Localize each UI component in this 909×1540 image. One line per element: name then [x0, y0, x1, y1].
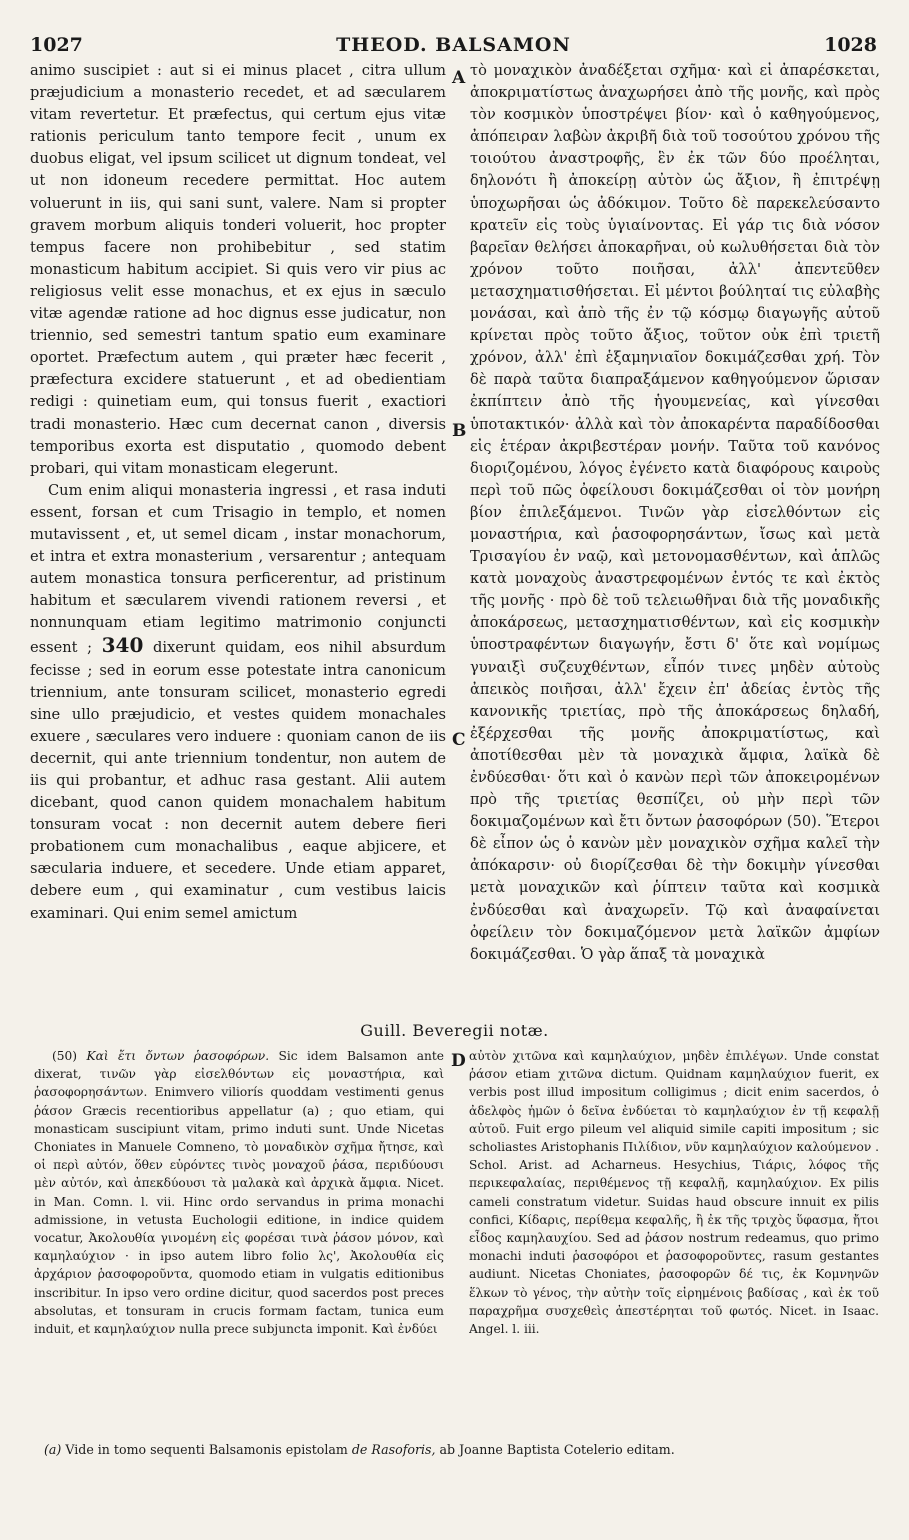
note-50 [34, 1047, 444, 1338]
notes-title: Guill. Beveregii notæ. [360, 1021, 549, 1040]
note-number: (50) [52, 1049, 78, 1063]
footnote-text-post: ab Joanne Baptista Cotelerio editam. [439, 1442, 675, 1457]
right-page-number: 1028 [824, 34, 877, 56]
section-marker-d: D [451, 1051, 466, 1071]
latin-paragraph-2-start: Cum enim aliqui monasteria ingressi , et rasa induti essent, forsan et cum Trisagio in templo, et nomen mutavissent , et, ut semel dicam , instar monachorum, et intra et extra monasterium , versarentur ; antequam autem monastica tonsura perficerentur, ad pristinum habitum et sæcularem vivendi rationem reversi , et nonnunquam etiam legitimo matrimonio conjuncti essent ; [30, 481, 446, 657]
footnote-italic: de Rasoforis, [351, 1442, 436, 1457]
footnote-label: (a) [44, 1442, 62, 1457]
latin-column [30, 60, 446, 1022]
latin-paragraph-1: animo suscipiet : aut si ei minus placet , citra ullum præjudicium a monasterio recedet, et ad sæcularem vitam revertetur. Et præfectus, qui certum ejus vitæ rationis periculum tanto tempore fecit , unum ex duobus eligat, vel ipsum scilicet ut dignum tondeat, vel ut non idoneum recedere permittat. Hoc autem voluerunt in iis, qui sani sunt, valere. Nam si propter gravem morbum aliquis tonderi voluerit, hoc propter tempus facere non prohibebitur , sed statim monasticum habitum accipiet. Si quis vero vir pius ac religiosus velit esse monachus, et ex ejus in sæculo vitæ agendæ ratione ad hoc dignus esse judicatur, non triennio, sed semestri tantum spatio eum examinare oportet. Præfectum autem , qui præter hæc fecerit , præfectura excidere statuerunt , et ad obedientiam redigi : quinetiam eum, qui tonsus fuerit , exactiori tradi monasterio. Hæc cum decernat canon , diversis temporibus exorta est disputatio , quomodo debent probari, qui vitam monasticam elegerunt. [30, 62, 446, 477]
notes-right-column [469, 1047, 879, 1432]
footnote-text-pre: Vide in tomo sequenti Balsamonis epistolam [65, 1442, 348, 1457]
greek-column [470, 60, 880, 1022]
note-right-text: αὐτὸν χιτῶνα καὶ καμηλαύχιον, μηδὲν ἐπιλέγων. Unde constat ῥάσον etiam χιτῶνα dictum. Quidnam καμηλαύχιον fuerit, ex verbis post illud impositum colligimus ; dicit enim sacerdos, ὁ ἀδελφὸς ἡμῶν ὁ δεῖνα ἐνδύεται τὸ καμηλαύχιον ἐν τῇ κεφαλῇ αὐτοῦ. Fuit ergo pileum vel aliquid simile capiti impositum ; sic scholiastes Aristophanis Πιλίδιον, νῦν καμηλαύχιον καλούμενον . Schol. Arist. ad Acharneus. Hesychius, Τιάρις, λόφος τῆς περικεφαλαίας, περιθέμενος τῇ κεφαλῇ, καμηλαύχιον. Ex pilis cameli constratum videtur. Suidas haud obscure innuit ex pilis confici, Κίδαρις, περίθεμα κεφαλῆς, ἢ ἐκ τῆς τριχὸς ὕφασμα, ἤτοι εἶδος καμηλαυχίου. Sed ad ῥάσον nostrum redeamus, quo primo monachi induti ῥασοφόροι et ῥασοφοροῦντες, rasum gestantes audiunt. Nicetas Choniates, ῥασοφορῶν δέ τις, ἐκ Κομνηνῶν ἕλκων τὸ γένος, τὴν αὐτὴν τοῖς εἰρημένοις βαδίσας , καὶ ἐκ τοῦ παραχρῆμα συσχεθεὶς ἀπεστέρηται τοῦ φωτός. Nicet. in Isaac. Angel. l. iii. [469, 1049, 879, 1337]
latin-paragraph-2 [30, 480, 446, 925]
running-header [30, 34, 877, 58]
section-marker-b: B [452, 421, 467, 441]
greek-text [470, 60, 880, 966]
greek-text-part-2: Ἕτεροι δὲ εἶπον ὡς ὁ κανὼν μὲν μοναχικὸν σχῆμα καλεῖ τὴν ἀπόκαρσιν· οὐ διορίζεσθαι δὲ τὴν δοκιμὴν γίνεσθαι μετὰ μοναχικῶν καὶ ῥίπτειν ταῦτα καὶ κοσμικὰ ἐνδύεσθαι καὶ ἀναχωρεῖν. Τῷ καὶ ἀναφαίνεται ὀφείλειν τὸν δοκιμαζόμενον μετὰ λαϊκῶν ἀμφίων δοκιμάζεσθαι. Ὁ γὰρ ἅπαξ τὰ μοναχικὰ [470, 813, 880, 963]
running-title: THEOD. BALSAMON [336, 34, 571, 56]
latin-paragraph-2-end: dixerunt quidam, eos nihil absurdum fecisse ; sed in eorum esse potestate intra canonicum triennium, ante tonsuram scilicet, monasterio egredi sine ullo præjudicio, et vestes quidem monachales exuere , sæculares vero induere : quoniam canon de iis decernit, qui ante triennium tondentur, non autem de iis qui probantur, et adhuc rasa gestant. Alii autem dicebant, quod canon quidem monachalem habitum tonsuram vocat : non decernit autem debere fieri probationem cum monachalibus , eaque abjicere, et sæcularia induere, et secedere. Unde etiam apparet, debere eum , qui examinatur , cum vestibus laicis examinari. Qui enim semel amictum [30, 639, 446, 922]
section-marker-a: A [452, 68, 466, 88]
section-marker-c: C [452, 730, 466, 750]
note-reference: (50). [786, 813, 822, 831]
footnote [44, 1441, 877, 1459]
column-number: 340 [101, 633, 144, 658]
greek-text-part-1: τὸ μοναχικὸν ἀναδέξεται σχῆμα· καὶ εἰ ἀπαρέσκεται, ἀποκριματίστως ἀναχωρήσει ἀπὸ τῆς μονῆς, καὶ πρὸς τὸν κοσμικὸν ὑποστρέψει βίον· καὶ ὁ καθηγούμενος, ἀπόπειραν λαβὼν ἀκριβῆ διὰ τοῦ τοσούτου χρόνου τῆς τοιούτου ἀναστροφῆς, ἓν ἐκ τῶν δύο προέληται, δηλονότι ἢ ἀποκείρῃ αὐτὸν ὡς ἄξιον, ἢ ἐπιτρέψῃ ὑποχωρῆσαι ὡς ἀδόκιμον. Τοῦτο δὲ παρεκελεύσαντο κρατεῖν εἰς τοὺς ὑγιαίνοντας. Εἰ γάρ τις διὰ νόσον βαρεῖαν θελήσει ἀποκαρῆναι, οὐ κωλυθήσεται διὰ τὸν χρόνον τοῦτο ποιῆσαι, ἀλλ' ἀπεντεῦθεν μετασχηματισθήσεται. Εἰ μέντοι βούληταί τις εὐλαβὴς μονάσαι, καὶ ἀπὸ τῆς ἐν τῷ κόσμῳ διαγωγῆς αὐτοῦ κρίνεται πρὸς τοῦτο ἄξιος, τοῦτον οὐκ ἐπὶ τριετῆ χρόνον, ἀλλ' ἐπὶ ἑξαμηνιαῖον δοκιμάζεσθαι χρή. Τὸν δὲ παρὰ ταῦτα διαπραξάμενον καθηγούμενον ὥρισαν ἐκπίπτειν ἀπὸ τῆς ἡγουμενείας, καὶ γίνεσθαι ὑποτακτικόν· ἀλλὰ καὶ τὸν ἀποκαρέντα παραδίδοσθαι εἰς ἑτέραν ἀκριβεστέραν μονήν. Ταῦτα τοῦ κανόνος διοριζομένου, λόγος ἐγένετο κατὰ διαφόρους καιροὺς περὶ τοῦ πῶς ὀφείλουσι δοκιμάζεσθαι οἱ τὸν μονήρη βίον ἐπιλεξάμενοι. Τινῶν γὰρ εἰσελθόντων εἰς μοναστήρια, καὶ ῥασοφορησάντων, ἴσως καὶ μετὰ Τρισαγίου ἐν ναῷ, καὶ μετονομασθέντων, καὶ ἁπλῶς κατὰ μοναχοὺς ἀναστρεφομένων ἐντός τε καὶ ἐκτὸς τῆς μονῆς · πρὸ δὲ τοῦ τελειωθῆναι διὰ τῆς μοναδικῆς ἀποκάρσεως, μετασχηματισθέντων, καὶ εἰς κοσμικὴν ὑποστραφέντων διαγωγήν, ἔστι δ' ὅτε καὶ νομίμως γυναιξὶ συζευχθέντων, εἶπόν τινες μηδὲν αὐτοὺς ἀπεικὸς ποιῆσαι, ἀλλ' ἔχειν ἐπ' ἀδείας ἐντὸς τῆς κανονικῆς τριετίας, πρὸ τῆς ἀποκάρσεως δηλαδή, ἐξέρχεσθαι τῆς μονῆς ἀποκριματίστως, καὶ ἀποτίθεσθαι μὲν τὰ μοναχικὰ ἄμφια, λαϊκὰ δὲ ἐνδύεσθαι· ὅτι καὶ ὁ κανὼν περὶ τῶν ἀποκειρομένων πρὸ τῆς τριετίας θεσπίζει, οὐ μὴν περὶ τῶν δοκιμαζομένων καὶ ἔτι ὄντων ῥασοφόρων [470, 62, 880, 831]
left-page-number: 1027 [30, 34, 83, 56]
note-left-text: Sic idem Balsamon ante dixerat, τινῶν γὰρ εἰσελθόντων εἰς μοναστήρια, καὶ ῥασοφορησάντων. Enimvero viliorís quoddam vestimenti genus ῥάσον Græcis recentioribus appellatur (a) ; quo etiam, qui monasticam suscipiunt vitam, primo induti sunt. Unde Nicetas Choniates in Manuele Comneno, τὸ μοναδικὸν σχῆμα ἤτησε, καὶ οἱ περὶ αὐτόν, ὅθεν εὑρόντες τινὸς μοναχοῦ ῥάσα, περιδύουσι μὲν αὐτόν, καὶ ἀπεκδύουσι τὰ μαλακὰ καὶ ἀρχικὰ ἄμφια. Nicet. in Man. Comn. l. vii. Hinc ordo servandus in prima monachi admissione, in vetusta Euchologii editione, in indice quidem vocatur, Ἀκολουθία γινομένη εἰς φορέσαι τινὰ ῥάσον μόνον, καὶ καμηλαύχιον · in ipso autem libro folio λς', Ἀκολουθία εἰς ἀρχάριον ῥασοφοροῦντα, quomodo etiam in vulgatis editionibus inscribitur. In ipso vero ordine dicitur, quod sacerdos post preces absolutas, et tonsuram in crucis formam factam, tunica eum induit, et καμηλαύχιον nulla prece subjuncta imponit. Καὶ ἐνδύει [34, 1049, 444, 1337]
note-lemma: Καὶ ἔτι ὄντων ῥασοφόρων. [86, 1049, 270, 1063]
notes-left-column [34, 1047, 444, 1432]
